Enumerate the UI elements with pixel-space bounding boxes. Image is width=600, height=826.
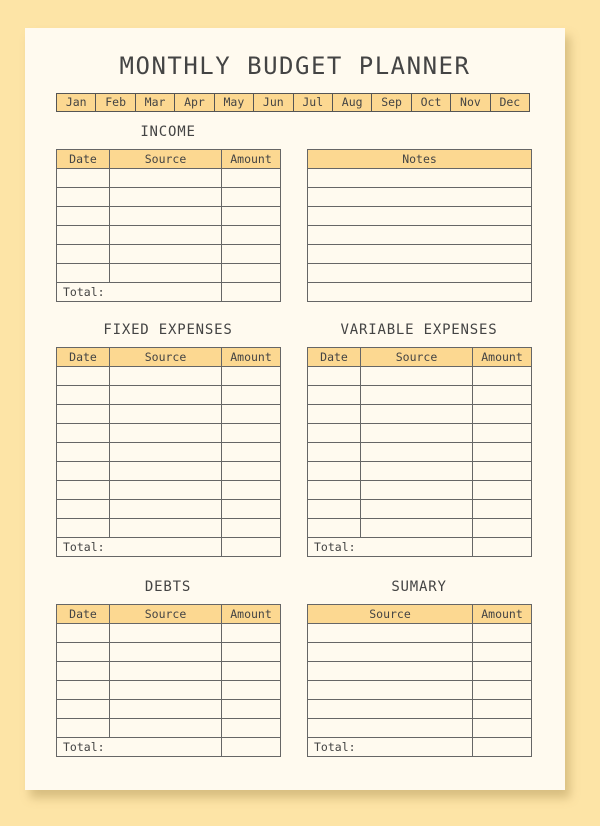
- income-row: [57, 245, 281, 264]
- income-cell[interactable]: [110, 264, 222, 283]
- variable-cell[interactable]: [473, 519, 532, 538]
- summary-row: [308, 719, 532, 738]
- fixed-cell[interactable]: [57, 405, 110, 424]
- page-title: MONTHLY BUDGET PLANNER: [119, 52, 471, 80]
- variable-cell[interactable]: [308, 386, 361, 405]
- summary-header-amount: Amount: [473, 605, 532, 624]
- fixed-cell[interactable]: [222, 424, 281, 443]
- income-header-source: Source: [110, 150, 222, 169]
- debts-cell[interactable]: [110, 700, 222, 719]
- variable-header-source: Source: [361, 348, 473, 367]
- fixed-row: [57, 500, 281, 519]
- debts-row: [57, 624, 281, 643]
- fixed-cell[interactable]: [222, 405, 281, 424]
- debts-cell[interactable]: [222, 643, 281, 662]
- variable-cell[interactable]: [361, 424, 473, 443]
- variable-row: [308, 405, 532, 424]
- month-mar[interactable]: Mar: [135, 94, 174, 111]
- income-row: [57, 188, 281, 207]
- variable-expenses-title: VARIABLE EXPENSES: [340, 322, 498, 338]
- variable-cell[interactable]: [473, 500, 532, 519]
- notes-row: [308, 169, 532, 188]
- notes-cell[interactable]: [308, 188, 532, 207]
- fixed-cell[interactable]: [222, 386, 281, 405]
- variable-cell[interactable]: [361, 367, 473, 386]
- debts-cell[interactable]: [110, 662, 222, 681]
- income-header-amount: Amount: [222, 150, 281, 169]
- notes-cell[interactable]: [308, 169, 532, 188]
- debts-header-amount: Amount: [222, 605, 281, 624]
- income-total-row: [57, 283, 281, 302]
- variable-row: [308, 519, 532, 538]
- summary-cell[interactable]: [308, 662, 473, 681]
- fixed-cell[interactable]: [110, 519, 222, 538]
- debts-table: [56, 604, 281, 757]
- income-cell[interactable]: [222, 245, 281, 264]
- summary-cell[interactable]: [473, 719, 532, 738]
- month-jul[interactable]: Jul: [293, 94, 332, 111]
- variable-total-amount[interactable]: [473, 538, 532, 557]
- fixed-cell[interactable]: [110, 481, 222, 500]
- notes-table: [307, 149, 532, 302]
- debts-total-label: Total:: [57, 738, 222, 757]
- variable-cell[interactable]: [361, 386, 473, 405]
- month-sep[interactable]: Sep: [371, 94, 410, 111]
- debts-cell[interactable]: [57, 624, 110, 643]
- notes-row: [308, 188, 532, 207]
- summary-cell[interactable]: [308, 700, 473, 719]
- variable-row: [308, 443, 532, 462]
- variable-cell[interactable]: [308, 519, 361, 538]
- notes-cell[interactable]: [308, 264, 532, 283]
- fixed-cell[interactable]: [57, 462, 110, 481]
- fixed-cell[interactable]: [110, 424, 222, 443]
- variable-total-label: Total:: [308, 538, 473, 557]
- variable-row: [308, 481, 532, 500]
- fixed-row: [57, 443, 281, 462]
- income-header-date: Date: [57, 150, 110, 169]
- notes-row: [308, 226, 532, 245]
- fixed-cell[interactable]: [57, 367, 110, 386]
- month-oct[interactable]: Oct: [411, 94, 450, 111]
- debts-row: [57, 643, 281, 662]
- fixed-cell[interactable]: [222, 500, 281, 519]
- debts-total-row: [57, 738, 281, 757]
- variable-row: [308, 386, 532, 405]
- summary-row: [308, 700, 532, 719]
- variable-cell[interactable]: [361, 481, 473, 500]
- planner-page: [25, 28, 565, 790]
- fixed-expenses-title: FIXED EXPENSES: [103, 322, 233, 338]
- month-aug[interactable]: Aug: [332, 94, 371, 111]
- variable-cell[interactable]: [308, 481, 361, 500]
- summary-cell[interactable]: [473, 681, 532, 700]
- debts-cell[interactable]: [222, 719, 281, 738]
- notes-row: [308, 245, 532, 264]
- variable-cell[interactable]: [361, 405, 473, 424]
- variable-row: [308, 424, 532, 443]
- fixed-total-row: [57, 538, 281, 557]
- variable-cell[interactable]: [308, 367, 361, 386]
- summary-total-amount[interactable]: [473, 738, 532, 757]
- debts-cell[interactable]: [110, 624, 222, 643]
- income-cell[interactable]: [110, 169, 222, 188]
- fixed-header-date: Date: [57, 348, 110, 367]
- summary-row: [308, 624, 532, 643]
- fixed-cell[interactable]: [57, 443, 110, 462]
- fixed-cell[interactable]: [110, 500, 222, 519]
- income-cell[interactable]: [110, 226, 222, 245]
- fixed-header-amount: Amount: [222, 348, 281, 367]
- income-row: [57, 207, 281, 226]
- income-row: [57, 169, 281, 188]
- debts-row: [57, 681, 281, 700]
- fixed-header-source: Source: [110, 348, 222, 367]
- variable-cell[interactable]: [473, 443, 532, 462]
- debts-total-amount[interactable]: [222, 738, 281, 757]
- variable-cell[interactable]: [473, 462, 532, 481]
- debts-cell[interactable]: [57, 681, 110, 700]
- month-selector: [56, 93, 530, 112]
- variable-row: [308, 500, 532, 519]
- variable-row: [308, 462, 532, 481]
- variable-cell[interactable]: [308, 424, 361, 443]
- variable-expenses-table: [307, 347, 532, 557]
- debts-header-source: Source: [110, 605, 222, 624]
- debts-row: [57, 719, 281, 738]
- debts-cell[interactable]: [57, 662, 110, 681]
- month-dec[interactable]: Dec: [490, 94, 529, 111]
- summary-cell[interactable]: [308, 719, 473, 738]
- fixed-total-amount[interactable]: [222, 538, 281, 557]
- debts-cell[interactable]: [57, 719, 110, 738]
- variable-cell[interactable]: [308, 462, 361, 481]
- debts-cell[interactable]: [110, 681, 222, 700]
- summary-table: [307, 604, 532, 757]
- month-jun[interactable]: Jun: [253, 94, 292, 111]
- debts-cell[interactable]: [222, 700, 281, 719]
- debts-header-date: Date: [57, 605, 110, 624]
- fixed-cell[interactable]: [110, 367, 222, 386]
- fixed-cell[interactable]: [222, 443, 281, 462]
- fixed-cell[interactable]: [110, 462, 222, 481]
- notes-header: Notes: [308, 150, 532, 169]
- variable-total-row: [308, 538, 532, 557]
- debts-cell[interactable]: [57, 700, 110, 719]
- fixed-row: [57, 405, 281, 424]
- variable-cell[interactable]: [308, 405, 361, 424]
- income-cell[interactable]: [222, 264, 281, 283]
- fixed-row: [57, 462, 281, 481]
- notes-cell[interactable]: [308, 245, 532, 264]
- fixed-expenses-table: [56, 347, 281, 557]
- income-cell[interactable]: [57, 188, 110, 207]
- fixed-cell[interactable]: [57, 519, 110, 538]
- fixed-row: [57, 481, 281, 500]
- month-jan[interactable]: Jan: [65, 95, 87, 109]
- income-cell[interactable]: [110, 245, 222, 264]
- month-nov[interactable]: Nov: [450, 94, 489, 111]
- income-cell[interactable]: [57, 245, 110, 264]
- summary-title: SUMARY: [391, 579, 447, 595]
- fixed-row: [57, 367, 281, 386]
- summary-cell[interactable]: [473, 624, 532, 643]
- income-total-label: Total:: [57, 283, 222, 302]
- debts-cell[interactable]: [57, 643, 110, 662]
- fixed-cell[interactable]: [222, 519, 281, 538]
- income-cell[interactable]: [57, 207, 110, 226]
- fixed-cell[interactable]: [110, 443, 222, 462]
- summary-row: [308, 662, 532, 681]
- fixed-cell[interactable]: [57, 386, 110, 405]
- variable-header-date: Date: [308, 348, 361, 367]
- fixed-row: [57, 519, 281, 538]
- income-cell[interactable]: [222, 188, 281, 207]
- debts-title: DEBTS: [144, 579, 192, 595]
- variable-cell[interactable]: [361, 443, 473, 462]
- summary-row: [308, 643, 532, 662]
- variable-header-amount: Amount: [473, 348, 532, 367]
- debts-cell[interactable]: [110, 719, 222, 738]
- debts-row: [57, 700, 281, 719]
- income-table: [56, 149, 281, 302]
- variable-cell[interactable]: [473, 367, 532, 386]
- summary-cell[interactable]: [473, 643, 532, 662]
- debts-cell[interactable]: [222, 662, 281, 681]
- variable-cell[interactable]: [361, 519, 473, 538]
- debts-row: [57, 662, 281, 681]
- debts-cell[interactable]: [222, 624, 281, 643]
- notes-row: [308, 283, 532, 302]
- summary-cell[interactable]: [308, 643, 473, 662]
- summary-cell[interactable]: [308, 681, 473, 700]
- income-row: [57, 226, 281, 245]
- variable-cell[interactable]: [308, 443, 361, 462]
- variable-cell[interactable]: [308, 500, 361, 519]
- summary-total-row: [308, 738, 532, 757]
- notes-cell[interactable]: [308, 207, 532, 226]
- income-cell[interactable]: [222, 207, 281, 226]
- income-cell[interactable]: [57, 226, 110, 245]
- income-title: INCOME: [140, 124, 196, 140]
- income-total-amount[interactable]: [222, 283, 281, 302]
- fixed-cell[interactable]: [57, 424, 110, 443]
- income-cell[interactable]: [222, 169, 281, 188]
- fixed-cell[interactable]: [222, 367, 281, 386]
- summary-cell[interactable]: [473, 662, 532, 681]
- variable-cell[interactable]: [473, 405, 532, 424]
- income-row: [57, 264, 281, 283]
- income-cell[interactable]: [222, 226, 281, 245]
- income-cell[interactable]: [57, 169, 110, 188]
- notes-row: [308, 264, 532, 283]
- debts-cell[interactable]: [110, 643, 222, 662]
- variable-cell[interactable]: [361, 462, 473, 481]
- month-feb[interactable]: Feb: [95, 94, 134, 111]
- fixed-cell[interactable]: [110, 405, 222, 424]
- variable-row: [308, 367, 532, 386]
- notes-cell[interactable]: [308, 226, 532, 245]
- summary-cell[interactable]: [473, 700, 532, 719]
- income-cell[interactable]: [57, 264, 110, 283]
- variable-cell[interactable]: [473, 481, 532, 500]
- summary-total-label: Total:: [308, 738, 473, 757]
- summary-cell[interactable]: [308, 624, 473, 643]
- fixed-cell[interactable]: [222, 462, 281, 481]
- fixed-row: [57, 424, 281, 443]
- notes-cell[interactable]: [308, 283, 532, 302]
- fixed-cell[interactable]: [57, 481, 110, 500]
- debts-cell[interactable]: [222, 681, 281, 700]
- variable-cell[interactable]: [473, 386, 532, 405]
- fixed-total-label: Total:: [57, 538, 222, 557]
- income-cell[interactable]: [110, 207, 222, 226]
- month-apr[interactable]: Apr: [174, 94, 213, 111]
- fixed-cell[interactable]: [110, 386, 222, 405]
- fixed-cell[interactable]: [57, 500, 110, 519]
- summary-row: [308, 681, 532, 700]
- summary-header-source: Source: [308, 605, 473, 624]
- fixed-row: [57, 386, 281, 405]
- fixed-cell[interactable]: [222, 481, 281, 500]
- month-may[interactable]: May: [214, 94, 253, 111]
- income-cell[interactable]: [110, 188, 222, 207]
- variable-cell[interactable]: [361, 500, 473, 519]
- notes-row: [308, 207, 532, 226]
- variable-cell[interactable]: [473, 424, 532, 443]
